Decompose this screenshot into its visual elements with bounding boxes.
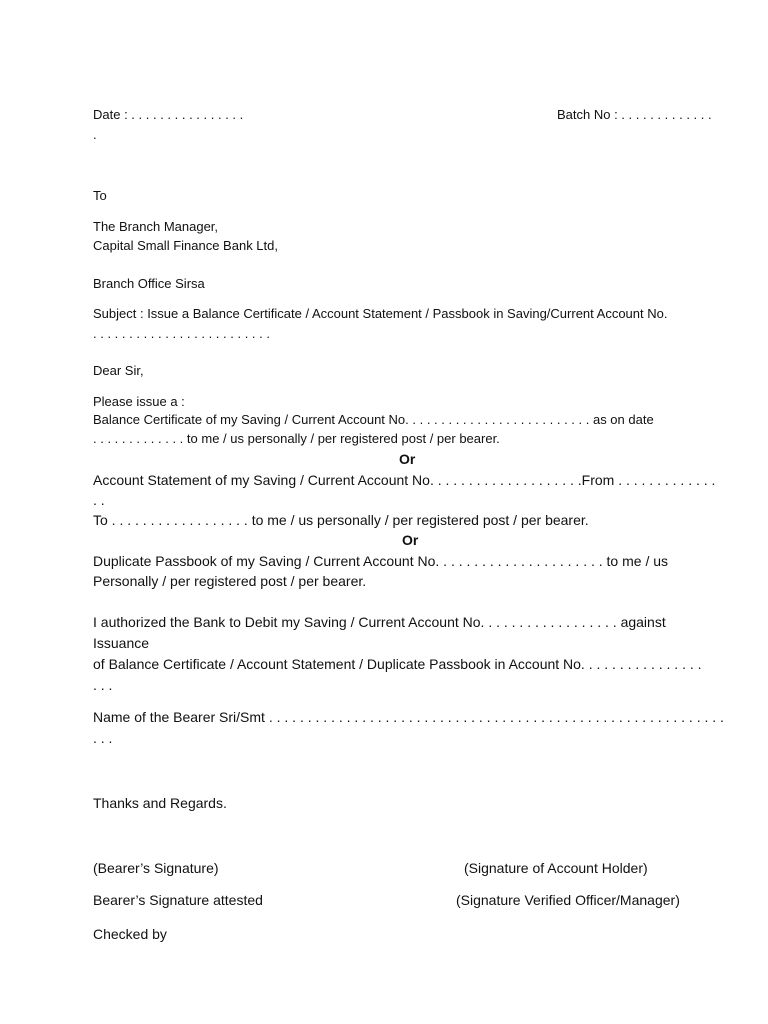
subject-line: Subject : Issue a Balance Certificate / Account Statement / Passbook in Saving/Current Account No. — [93, 306, 668, 321]
debit-authorization-issuance: Issuance — [93, 635, 150, 651]
debit-authorization-account: of Balance Certificate / Account Statement / Duplicate Passbook in Account No. . . . . . . . . . . . . . . . — [93, 656, 702, 672]
checked-by-label: Checked by — [93, 926, 167, 942]
branch-office: Branch Office Sirsa — [93, 276, 205, 291]
closing-regards: Thanks and Regards. — [93, 795, 227, 811]
batch-number-field: Batch No : . . . . . . . . . . . . . — [557, 107, 712, 122]
duplicate-passbook-delivery: Personally / per registered post / per bearer. — [93, 573, 367, 589]
bearer-signature-attested-label: Bearer’s Signature attested — [93, 892, 263, 908]
balance-certificate-line: Balance Certificate of my Saving / Current Account No. . . . . . . . . . . . . . . . . . . . . . . . . . as on date — [93, 412, 654, 427]
account-holder-signature-label: (Signature of Account Holder) — [464, 860, 648, 876]
debit-authorization-line: I authorized the Bank to Debit my Saving / Current Account No. . . . . . . . . . . . . . . . . . against — [93, 614, 666, 630]
salutation: Dear Sir, — [93, 363, 144, 378]
or-separator-2: Or — [402, 532, 419, 548]
bank-name: Capital Small Finance Bank Ltd, — [93, 238, 278, 253]
balance-certificate-delivery: . . . . . . . . . . . . . to me / us personally / per registered post / per bearer. — [93, 431, 500, 446]
date-field: Date : . . . . . . . . . . . . . . . . — [93, 107, 244, 122]
batch-number-continuation: . — [93, 127, 97, 142]
verified-officer-signature-label: (Signature Verified Officer/Manager) — [456, 892, 680, 908]
or-separator-1: Or — [399, 451, 416, 467]
bearer-signature-label: (Bearer’s Signature) — [93, 860, 219, 876]
request-intro: Please issue a : — [93, 394, 185, 409]
account-statement-continuation: . . — [93, 492, 105, 508]
recipient-title: The Branch Manager, — [93, 219, 219, 234]
account-statement-delivery: To . . . . . . . . . . . . . . . . . . to me / us personally / per registered post / per bearer. — [93, 512, 589, 528]
bearer-name-continuation: . . . — [93, 730, 113, 746]
subject-account-blank: . . . . . . . . . . . . . . . . . . . . . . . . . — [93, 326, 270, 341]
recipient-to: To — [93, 188, 107, 203]
bearer-name-line: Name of the Bearer Sri/Smt . . . . . . . . . . . . . . . . . . . . . . . . . . . . . . . . . . . . . . . . . . . . . . . . . . . . . . . . . . . — [93, 709, 724, 725]
debit-authorization-continuation: . . . — [93, 677, 113, 693]
account-statement-line: Account Statement of my Saving / Current Account No. . . . . . . . . . . . . . . . . . . .From . . . . . . . . . . . . . — [93, 472, 716, 488]
duplicate-passbook-line: Duplicate Passbook of my Saving / Current Account No. . . . . . . . . . . . . . . . . . . . . . to me / us — [93, 553, 669, 569]
